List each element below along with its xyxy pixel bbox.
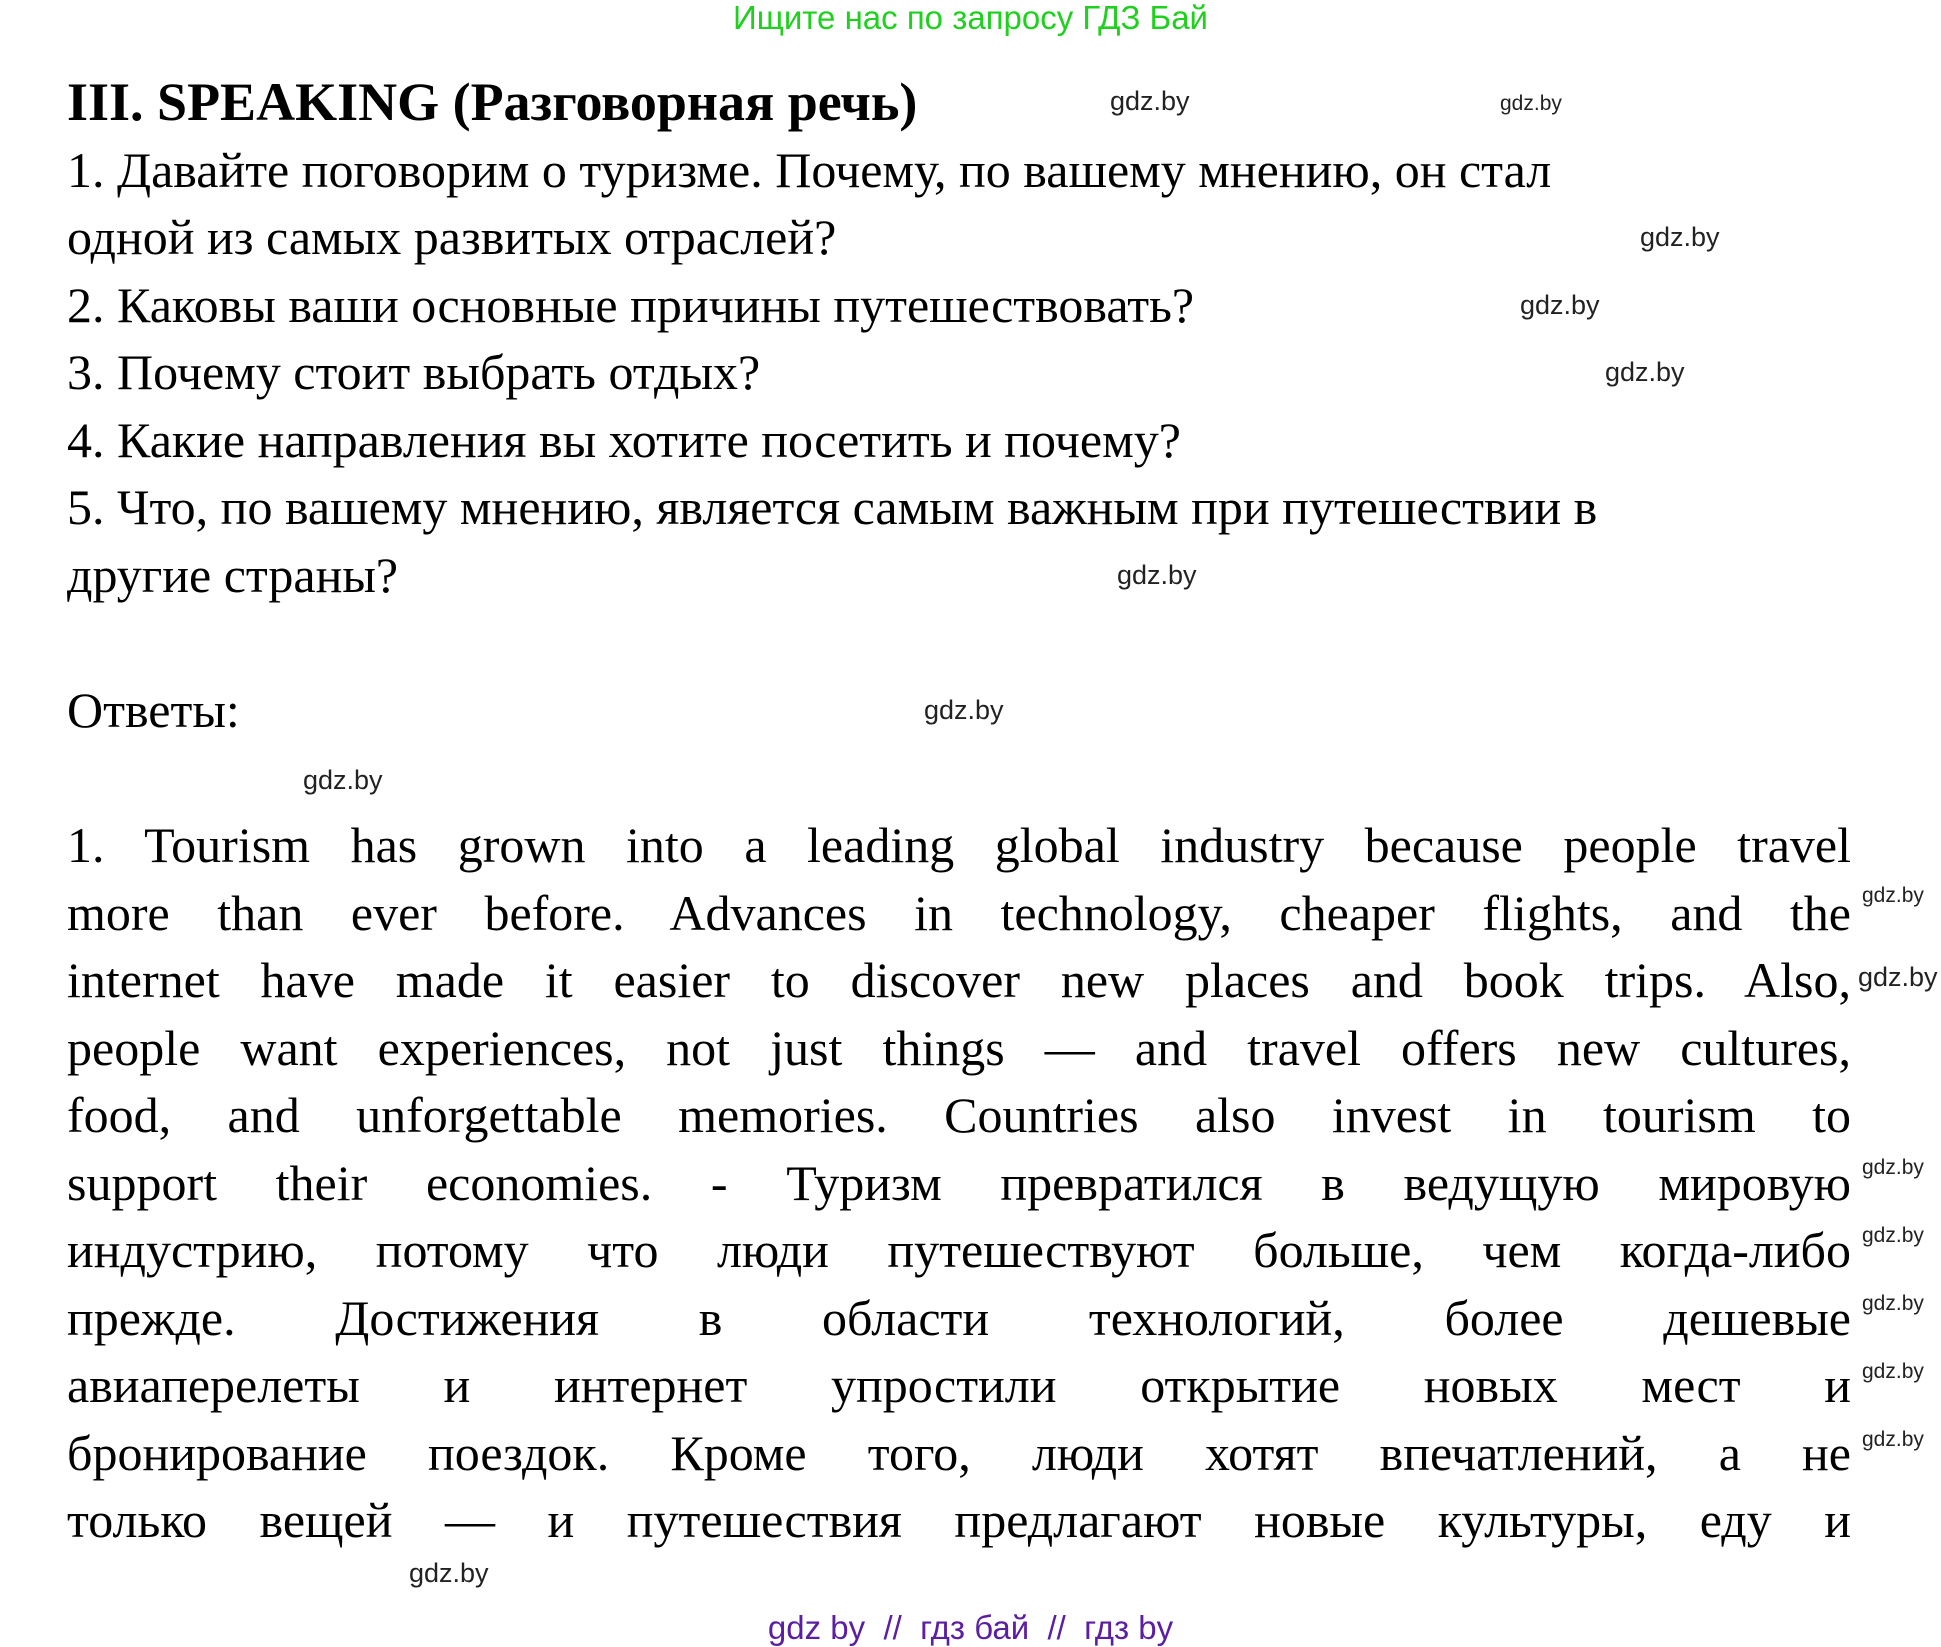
- watermark: gdz.by: [1862, 1428, 1924, 1451]
- watermark: gdz.by: [1110, 86, 1190, 116]
- footer-links: gdz by // гдз бай // гдз by: [767, 1609, 1174, 1646]
- answer-line: people want experiences, not just things — and travel offers new cultures,: [67, 1020, 1851, 1076]
- answer-line: food, and unforgettable memories. Countries also invest in tourism to: [67, 1087, 1851, 1143]
- watermark: gdz.by: [1605, 357, 1685, 387]
- answer-line: internet have made it easier to discover new places and book trips. Also,: [67, 952, 1851, 1008]
- answers-label: Ответы:: [67, 682, 240, 738]
- answer-line: more than ever before. Advances in technology, cheaper flights, and the: [67, 885, 1851, 941]
- watermark: gdz.by: [1862, 884, 1924, 907]
- question-line: 5. Что, по вашему мнению, является самым важным при путешествии в: [67, 479, 1598, 535]
- watermark: gdz.by: [1117, 560, 1197, 590]
- watermark: gdz.by: [1500, 92, 1562, 115]
- question-line: одной из самых развитых отраслей?: [67, 209, 837, 265]
- watermark: gdz.by: [303, 765, 383, 795]
- watermark: gdz.by: [924, 695, 1004, 725]
- answer-line: 1. Tourism has grown into a leading global industry because people travel: [67, 817, 1851, 873]
- answer-line: авиаперелеты и интернет упростили открытие новых мест и: [67, 1357, 1851, 1413]
- watermark: gdz.by: [1862, 1292, 1924, 1315]
- question-line: 2. Каковы ваши основные причины путешествовать?: [67, 277, 1195, 333]
- search-banner: Ищите нас по запросу ГДЗ Бай: [733, 0, 1208, 36]
- watermark: gdz.by: [1520, 290, 1600, 320]
- watermark: gdz.by: [409, 1558, 489, 1588]
- watermark: gdz.by: [1862, 1156, 1924, 1179]
- answer-line: бронирование поездок. Кроме того, люди хотят впечатлений, а не: [67, 1425, 1851, 1481]
- question-line: 4. Какие направления вы хотите посетить и почему?: [67, 412, 1181, 468]
- answer-line: индустрию, потому что люди путешествуют больше, чем когда-либо: [67, 1222, 1851, 1278]
- answer-line: прежде. Достижения в области технологий, более дешевые: [67, 1290, 1851, 1346]
- watermark: gdz.by: [1862, 1224, 1924, 1247]
- watermark: gdz.by: [1862, 1360, 1924, 1383]
- question-line: другие страны?: [67, 547, 399, 603]
- question-line: 1. Давайте поговорим о туризме. Почему, по вашему мнению, он стал: [67, 142, 1552, 198]
- answer-line: только вещей — и путешествия предлагают новые культуры, еду и: [67, 1492, 1851, 1548]
- watermark: gdz.by: [1858, 962, 1938, 992]
- question-line: 3. Почему стоит выбрать отдых?: [67, 344, 761, 400]
- watermark: gdz.by: [1640, 222, 1720, 252]
- answer-line: support their economies. - Туризм превратился в ведущую мировую: [67, 1155, 1851, 1211]
- section-title: III. SPEAKING (Разговорная речь): [67, 72, 918, 132]
